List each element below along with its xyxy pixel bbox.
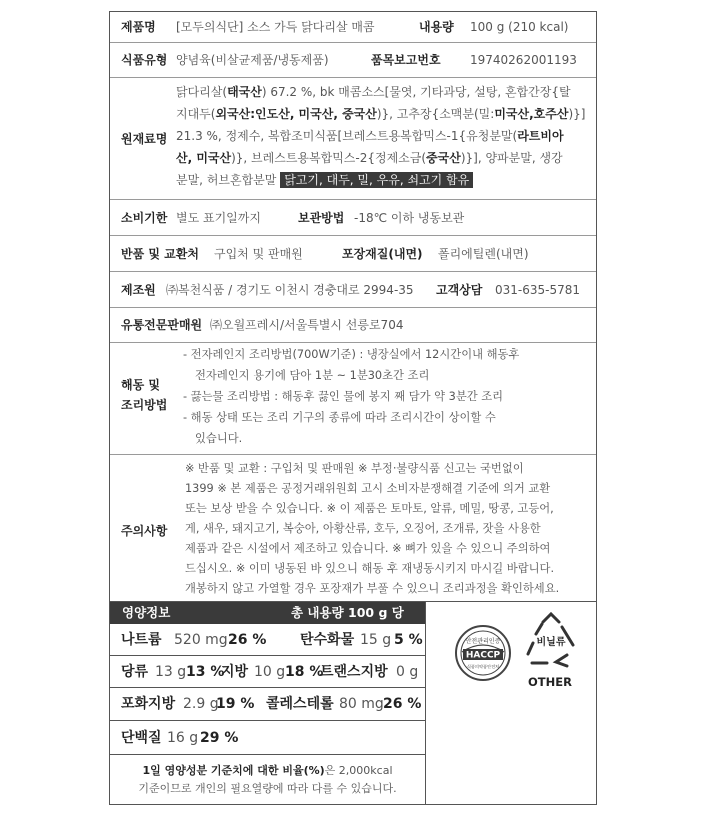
cooking-line: 전자레인지 용기에 담아 1분 ~ 1분30초간 조리 [195,369,430,382]
haccp-main-text: HACCP [465,650,501,661]
report-number-value: 19740262001193 [470,53,577,67]
product-name-label: 제품명 [121,20,156,34]
protein-amount: 16 g [167,730,199,746]
product-name-value: [모두의식단] 소스 가득 닭다리살 매콤 [176,20,375,34]
recycle-label: 비닐류 [536,637,566,648]
cooking-row [110,343,596,455]
packaging-label: 포장재질(내면) [342,247,423,261]
cooking-line: - 전자레인지 조리방법(700W기준) : 냉장실에서 12시간이내 해동후 [183,348,520,361]
cooking-line: 있습니다. [195,432,243,445]
haccp-mark-icon [454,624,512,682]
caution-line: ※ 반품 및 교환 : 구입처 및 판매원 ※ 부정·불량식품 신고는 국번없이 [185,462,524,475]
expiry-row [110,200,596,236]
carb-percent: 5 % [394,632,423,648]
food-type-value: 양념육(비살균제품/냉동제품) [176,53,329,67]
trans-fat-name: 트랜스지방 [320,664,388,680]
nutrition-footnote-line-1: 1일 영양성분 기준치에 대한 비율(%)은 2,000kcal [142,764,393,777]
cooking-label-line-2: 조리방법 [121,398,168,412]
nutrition-facts [110,602,426,805]
ingredients-line-2: 지대두(외국산:인도산, 미국산, 중국산)}, 고추장{소맥분(밀:미국산,호주산)}] [176,107,586,121]
food-label [109,11,597,805]
fat-percent: 18 % [285,664,324,680]
expiry-value: 별도 표기일까지 [176,211,261,225]
distributor-label: 유통전문판매원 [121,318,203,332]
caution-line: 드십시오. ※ 이미 냉동된 바 있으니 해동 후 재냉동시키지 마시길 바랍니다. [185,562,555,575]
volume-value: 100 g (210 kcal) [470,20,569,34]
ingredients-line-1: 닭다리살(태국산) 67.2 %, bk 매콤소스[물엿, 기타과당, 설탕, 혼합간장{탈 [176,85,571,99]
product-row [110,12,596,43]
manufacturer-row [110,272,596,308]
exchange-value: 구입처 및 판매원 [214,247,303,261]
nutrition-total: 총 내용량 100 g 당 [291,605,404,620]
packaging-value: 폴리에틸렌(내면) [438,247,529,261]
report-number-label: 품목보고번호 [371,53,441,67]
distributor-row [110,308,596,343]
exchange-row [110,236,596,272]
customer-service-label: 고객상담 [436,283,483,297]
fat-amount: 10 g [254,664,286,680]
sugar-name: 당류 [121,664,149,680]
sodium-name: 나트륨 [121,632,162,648]
haccp-top-text: 안전관리인증 [465,638,501,645]
nutrition-row-sodium-carb [110,624,425,656]
ingredients-row [110,78,596,200]
trans-fat-amount: 0 g [396,664,419,680]
storage-label: 보관방법 [298,211,345,225]
caution-row [110,455,596,602]
manufacturer-value: ㈜복천식품 / 경기도 이천시 경충대로 2994-35 [166,283,414,297]
exchange-label: 반품 및 교환처 [121,247,199,261]
sodium-amount: 520 mg [174,632,228,648]
cooking-line: - 끓는물 조리방법 : 해동후 끓인 물에 봉지 째 담가 약 3분간 조리 [183,390,504,403]
protein-name: 단백질 [121,730,162,746]
nutrition-header [110,602,425,624]
recycle-mark-icon [522,610,580,670]
cholesterol-name: 콜레스테롤 [266,696,334,712]
caution-line: 제품과 같은 시설에서 제조하고 있습니다. ※ 뼈가 있을 수 있으니 주의하여 [185,542,551,555]
haccp-bottom-text: 식품의약품안전처 [466,664,500,669]
distributor-value: ㈜오월프레시/서울특별시 선릉로704 [210,318,404,332]
protein-percent: 29 % [200,730,239,746]
food-type-label: 식품유형 [121,53,168,67]
recycle-other-text: OTHER [528,675,572,689]
caution-line: 1399 ※ 본 제품은 공정거래위원회 고시 소비자분쟁해결 기준에 의거 교환 [185,482,551,495]
nutrition-row-satfat-chol [110,688,425,721]
saturated-fat-percent: 19 % [216,696,255,712]
sugar-percent: 13 % [186,664,225,680]
allergen-badge: 닭고기, 대두, 밀, 우유, 쇠고기 함유 [280,172,473,188]
ingredients-line-3: 21.3 %, 정제수, 복합조미식품[브레스트용복합믹스-1{유청분말(라트비아 [176,129,564,143]
cholesterol-amount: 80 mg [339,696,384,712]
nutrition-row-sugar-fat-trans [110,656,425,688]
manufacturer-label: 제조원 [121,283,156,297]
nutrition-footnote-line-2: 기준이므로 개인의 필요열량에 따라 다를 수 있습니다. [138,782,397,795]
ingredients-line-5: 분말, 허브혼합분말 닭고기, 대두, 밀, 우유, 쇠고기 함유 [176,169,473,191]
fat-name: 지방 [221,664,249,680]
saturated-fat-name: 포화지방 [121,696,176,712]
ingredients-label: 원재료명 [121,132,168,146]
caution-line: 게, 새우, 돼지고기, 복숭아, 아황산류, 호두, 오징어, 조개류, 잣을 사용한 [185,522,541,535]
sodium-percent: 26 % [228,632,267,648]
carb-name: 탄수화물 [300,632,355,648]
storage-value: -18℃ 이하 냉동보관 [354,211,465,225]
ingredients-line-4: 산, 미국산)}, 브레스트용복합믹스-2{정제소금(중국산)}], 양파분말, 생강 [176,151,563,165]
nutrition-title: 영양정보 [122,605,171,620]
customer-service-value: 031-635-5781 [495,283,581,297]
sugar-amount: 13 g [155,664,187,680]
nutrition-row-protein [110,721,425,755]
carb-amount: 15 g [360,632,392,648]
caution-line: 또는 보상 받을 수 있습니다. ※ 이 제품은 토마토, 알류, 메밀, 땅콩, 고등어, [185,502,554,515]
expiry-label: 소비기한 [121,211,168,225]
cooking-label-line-1: 해동 및 [121,378,160,392]
food-type-row [110,43,596,78]
caution-line: 개봉하지 않고 가열할 경우 포장재가 부풀 수 있으니 조리과정을 확인하세요. [185,582,560,595]
cooking-line: - 해동 상태 또는 조리 기구의 종류에 따라 조리시간이 상이할 수 [183,411,496,424]
volume-label: 내용량 [419,20,454,34]
saturated-fat-amount: 2.9 g [183,696,219,712]
caution-label: 주의사항 [121,524,168,538]
cholesterol-percent: 26 % [383,696,422,712]
